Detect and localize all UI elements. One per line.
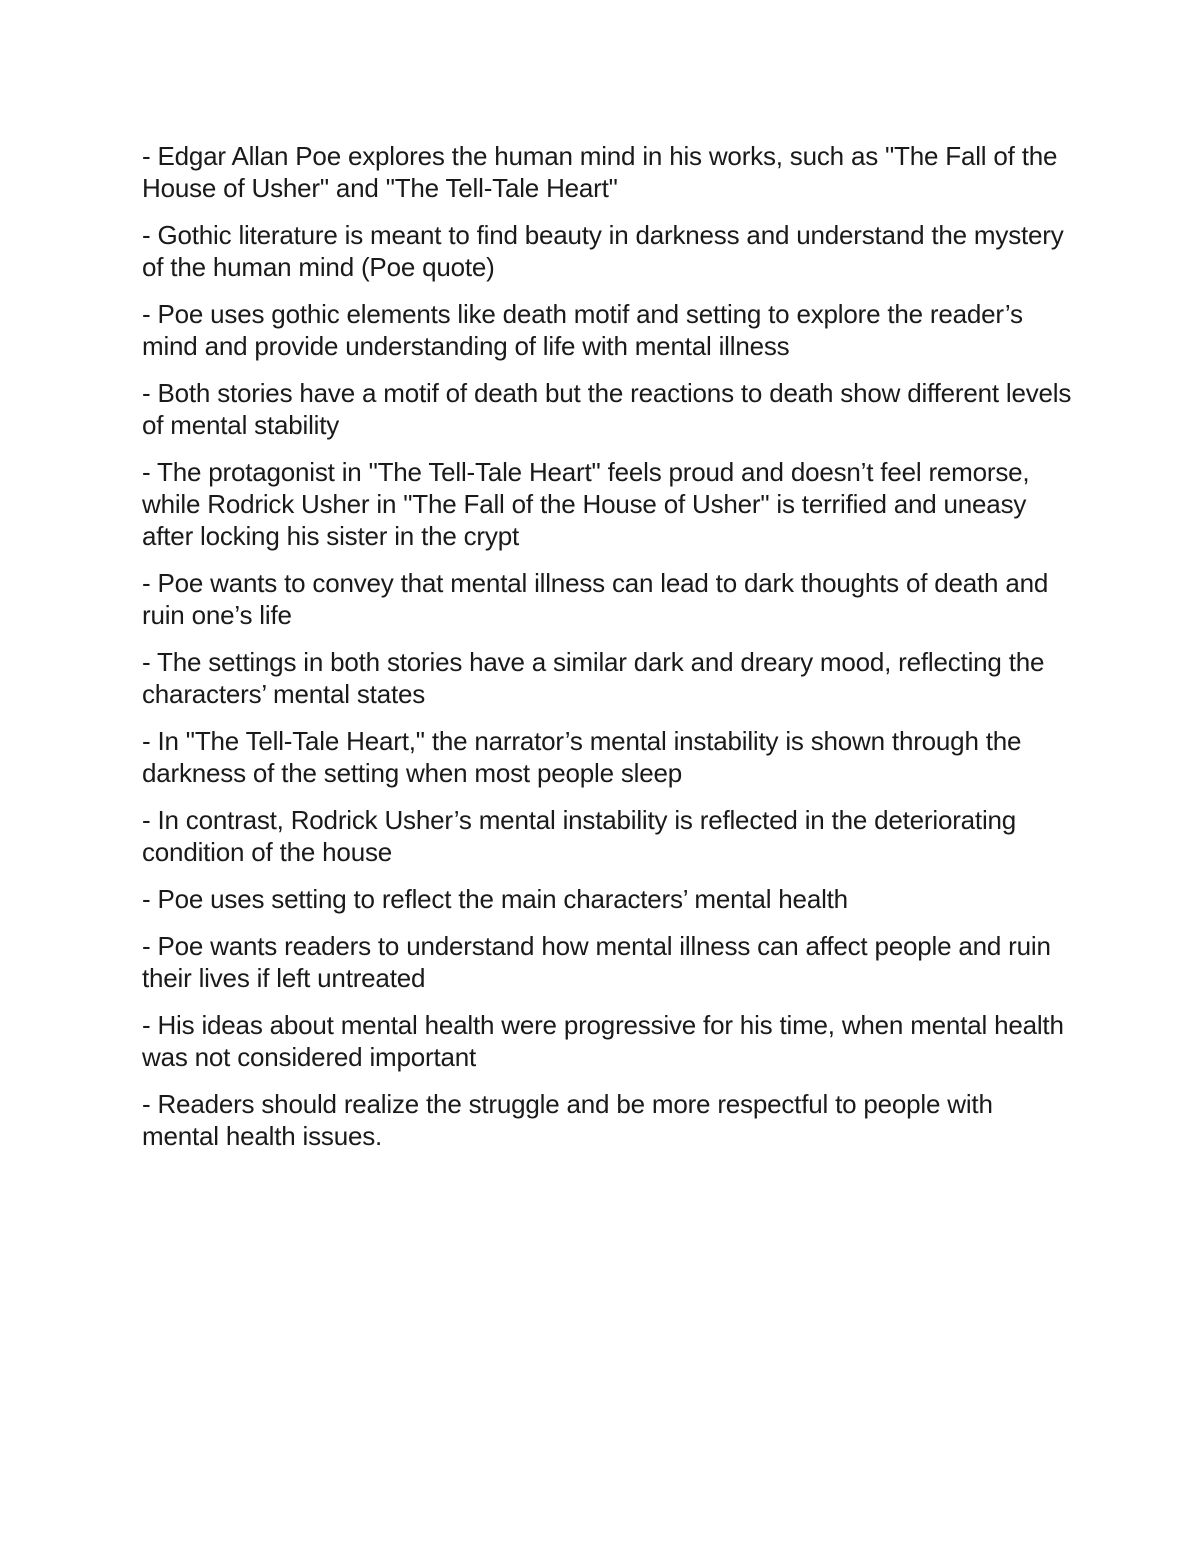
note-item: - Edgar Allan Poe explores the human mind in his works, such as "The Fall of the House of Usher" and "The Tell-Tale Heart" [142, 141, 1058, 203]
note-item: - The settings in both stories have a similar dark and dreary mood, reflecting the characters’ mental states [142, 647, 1045, 709]
note-item: - In "The Tell-Tale Heart," the narrator’s mental instability is shown through the darkness of the setting when most people sleep [142, 726, 1022, 788]
notes-list [142, 140, 1072, 1167]
note-item: - Gothic literature is meant to find beauty in darkness and understand the mystery of the human mind (Poe quote) [142, 220, 1064, 282]
note-item: - Readers should realize the struggle and be more respectful to people with mental health issues. [142, 1089, 993, 1151]
note-item: - Poe wants to convey that mental illness can lead to dark thoughts of death and ruin one’s life [142, 568, 1049, 630]
note-item: - His ideas about mental health were progressive for his time, when mental health was not considered important [142, 1010, 1064, 1072]
note-item: - The protagonist in "The Tell-Tale Heart" feels proud and doesn’t feel remorse, while Rodrick Usher in "The Fall of the House of Usher" is terrified and uneasy after locking his sister in the crypt [142, 457, 1030, 551]
note-item: - In contrast, Rodrick Usher’s mental instability is reflected in the deteriorating condition of the house [142, 805, 1017, 867]
note-item: - Poe uses gothic elements like death motif and setting to explore the reader’s mind and provide understanding of life with mental illness [142, 299, 1023, 361]
note-item: - Poe uses setting to reflect the main characters’ mental health [142, 884, 848, 914]
note-item: - Both stories have a motif of death but the reactions to death show different levels of mental stability [142, 378, 1072, 440]
note-item: - Poe wants readers to understand how mental illness can affect people and ruin their lives if left untreated [142, 931, 1051, 993]
